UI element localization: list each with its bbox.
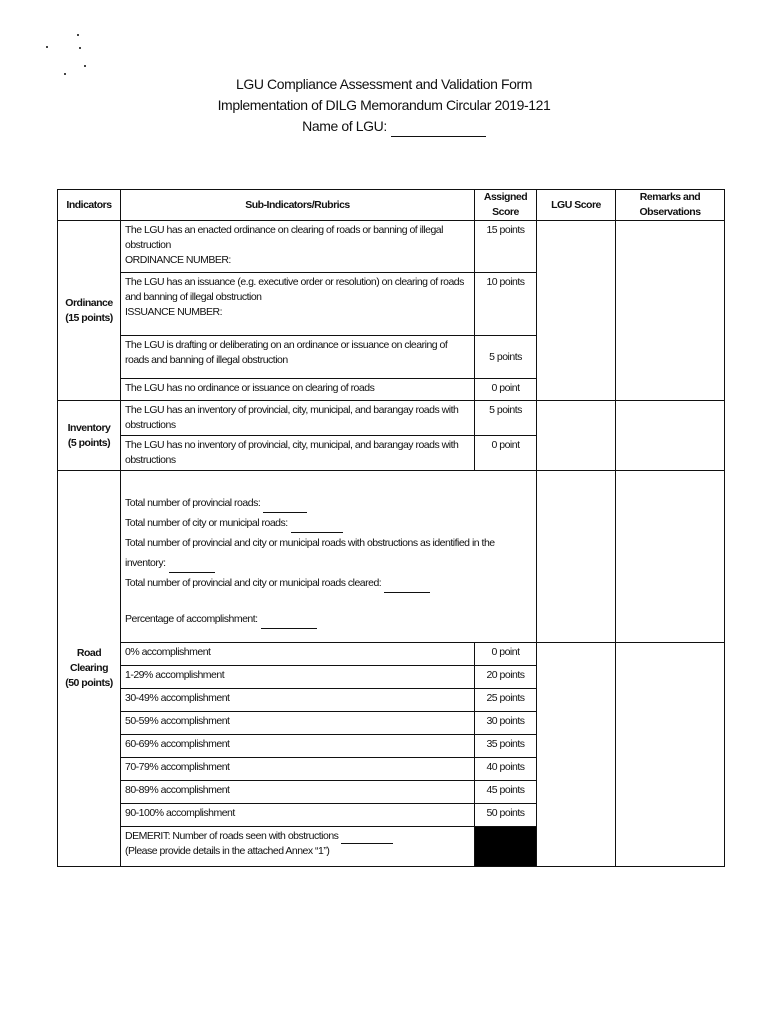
rubric-cell: 60-69% accomplishment (121, 735, 475, 758)
scan-speck (79, 47, 81, 49)
field-row (125, 513, 532, 533)
lgu-score-cell[interactable] (537, 221, 616, 401)
field-row (125, 493, 532, 513)
col-assigned-score: Assigned Score (475, 190, 537, 221)
field-row (125, 573, 532, 593)
assigned-score: 0 point (475, 436, 537, 471)
indicator-inventory (58, 401, 121, 471)
field-row (125, 533, 532, 573)
rubric-cell: 30-49% accomplishment (121, 689, 475, 712)
indicator-label: Ordinance (65, 296, 113, 309)
remarks-cell[interactable] (616, 221, 725, 401)
lgu-name-label: Name of LGU: (302, 118, 387, 134)
blank-field[interactable] (341, 832, 393, 844)
indicator-points: (5 points) (67, 436, 111, 449)
rubric-cell: The LGU has no ordinance or issuance on clearing of roads (121, 379, 475, 401)
indicator-label: Road Clearing (69, 647, 108, 674)
rubric-cell: 0% accomplishment (121, 643, 475, 666)
remarks-cell[interactable] (616, 471, 725, 643)
table-row (58, 221, 725, 273)
assigned-score: 25 points (475, 689, 537, 712)
rubric-text: The LGU has an issuance (e.g. executive order or resolution) on clearing of roads and banning of illegal obstruction (125, 276, 464, 303)
table-header-row (58, 190, 725, 221)
issuance-number-label: ISSUANCE NUMBER: (125, 306, 223, 318)
lgu-name-row (0, 116, 768, 137)
indicator-label: Inventory (67, 421, 111, 434)
scan-speck (77, 34, 79, 36)
rubric-cell: The LGU has no inventory of provincial, city, municipal, and barangay roads with obstructions (121, 436, 475, 471)
blank-field[interactable] (263, 501, 307, 513)
indicator-ordinance (58, 221, 121, 401)
ordinance-number-label: ORDINANCE NUMBER: (125, 254, 231, 266)
col-remarks: Remarks and Observations (616, 190, 725, 221)
demerit-note: (Please provide details in the attached Annex “1”) (125, 845, 330, 857)
blank-field[interactable] (169, 561, 215, 573)
blank-field[interactable] (384, 581, 430, 593)
assigned-score: 15 points (475, 221, 537, 273)
rubric-cell: 80-89% accomplishment (121, 781, 475, 804)
indicator-points: (15 points) (65, 311, 113, 324)
rubric-cell (121, 336, 475, 379)
road-clearing-fields (121, 471, 537, 643)
field-row (125, 609, 532, 629)
field-label: Total number of provincial roads: (125, 497, 261, 509)
blacked-out-score (475, 827, 537, 867)
assigned-score: 5 points (475, 336, 537, 379)
assigned-score: 20 points (475, 666, 537, 689)
indicator-points: (50 points) (65, 677, 113, 689)
rubric-cell: 50-59% accomplishment (121, 712, 475, 735)
blank-field[interactable] (261, 617, 317, 629)
form-header (0, 74, 768, 137)
assigned-score: 45 points (475, 781, 537, 804)
assigned-score: 35 points (475, 735, 537, 758)
assigned-score: 5 points (475, 401, 537, 436)
field-label: Total number of provincial and city or municipal roads with obstructions as identified in the inventory: (125, 537, 495, 569)
assigned-score: 40 points (475, 758, 537, 781)
demerit-label: DEMERIT: Number of roads seen with obstructions (125, 830, 339, 842)
rubric-cell: 1-29% accomplishment (121, 666, 475, 689)
field-label: Percentage of accomplishment: (125, 613, 258, 625)
demerit-cell (121, 827, 475, 867)
rubric-cell: 70-79% accomplishment (121, 758, 475, 781)
rubric-cell: 90-100% accomplishment (121, 804, 475, 827)
table-row (58, 401, 725, 436)
lgu-score-cell[interactable] (537, 643, 616, 867)
remarks-cell[interactable] (616, 401, 725, 471)
assigned-score: 30 points (475, 712, 537, 735)
scan-speck (84, 65, 86, 67)
blank-field[interactable] (291, 521, 343, 533)
indicator-road-clearing (58, 471, 121, 867)
form-subtitle: Implementation of DILG Memorandum Circular 2019-121 (217, 97, 551, 113)
rubric-cell (121, 273, 475, 336)
table-row (58, 471, 725, 643)
remarks-cell[interactable] (616, 643, 725, 867)
rubric-text: The LGU has an enacted ordinance on clearing of roads or banning of illegal obstruction (125, 224, 443, 251)
form-title: LGU Compliance Assessment and Validation Form (235, 76, 533, 92)
compliance-table (57, 189, 725, 867)
col-lgu-score: LGU Score (537, 190, 616, 221)
rubric-text: The LGU is drafting or deliberating on an ordinance or issuance on clearing of roads and banning of illegal obstruction (125, 339, 448, 366)
rubric-cell (121, 221, 475, 273)
assigned-score: 50 points (475, 804, 537, 827)
table-row (58, 643, 725, 666)
lgu-score-cell[interactable] (537, 401, 616, 471)
assigned-score: 0 point (475, 643, 537, 666)
assigned-score: 10 points (475, 273, 537, 336)
lgu-score-cell[interactable] (537, 471, 616, 643)
col-indicators: Indicators (58, 190, 121, 221)
field-label: Total number of city or municipal roads: (125, 517, 288, 529)
assigned-score: 0 point (475, 379, 537, 401)
demerit-row (125, 829, 470, 844)
rubric-cell: The LGU has an inventory of provincial, city, municipal, and barangay roads with obstructions (121, 401, 475, 436)
scan-speck (46, 46, 48, 48)
col-sub-indicators: Sub-Indicators/Rubrics (121, 190, 475, 221)
lgu-name-field[interactable] (391, 122, 486, 137)
field-label: Total number of provincial and city or municipal roads cleared: (125, 577, 382, 589)
